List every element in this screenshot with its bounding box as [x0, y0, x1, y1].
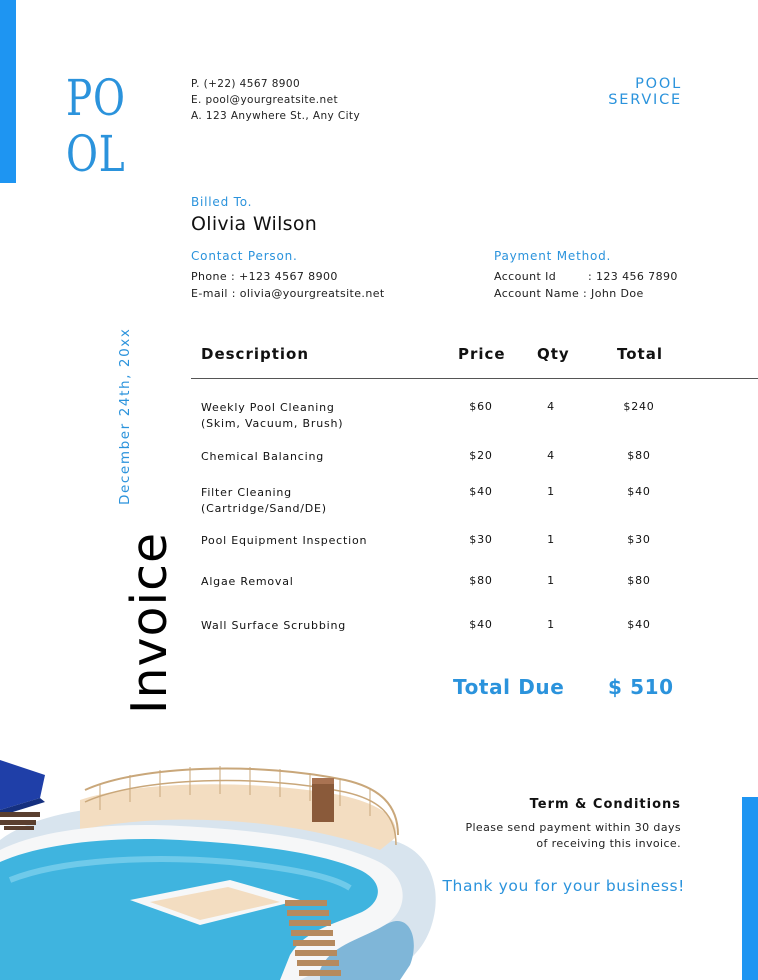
logo [66, 70, 136, 182]
billed-to-label: Billed To. [191, 195, 253, 209]
row-price: $20 [469, 449, 493, 462]
row-description-line-1: Filter Cleaning [201, 486, 292, 499]
contact-phone: Phone : +123 4567 8900 [191, 270, 338, 283]
row-total: $80 [627, 449, 651, 462]
total-due-label: Total Due [453, 675, 565, 699]
thank-you-message: Thank you for your business! [442, 877, 685, 895]
row-description [201, 618, 441, 634]
row-description-line-1: Weekly Pool Cleaning [201, 401, 335, 414]
row-total: $240 [623, 400, 655, 413]
row-total: $30 [627, 533, 651, 546]
billed-to-name: Olivia Wilson [191, 213, 318, 235]
total-due-amount: $ 510 [608, 675, 674, 699]
logo-line-1: PO [66, 69, 126, 127]
terms-title: Term & Conditions [529, 797, 681, 812]
row-description [201, 533, 441, 549]
row-qty: 1 [547, 618, 555, 631]
company-address: A. 123 Anywhere St., Any City [191, 110, 361, 122]
row-description [201, 485, 441, 517]
terms-body [465, 820, 681, 852]
terms-line-1: Please send payment within 30 days [465, 821, 681, 834]
row-total: $80 [627, 574, 651, 587]
account-name: Account Name : John Doe [494, 287, 644, 300]
row-qty: 1 [547, 574, 555, 587]
pool-illustration [0, 740, 460, 980]
row-price: $40 [469, 485, 493, 498]
logo-line-2: OL [66, 125, 126, 183]
header-price: Price [458, 345, 506, 363]
total-due [453, 675, 674, 699]
terms-line-2: of receiving this invoice. [536, 837, 681, 850]
row-description-line-1: Chemical Balancing [201, 450, 325, 463]
row-price: $80 [469, 574, 493, 587]
contact-person-details [191, 268, 385, 302]
company-email: E. pool@yourgreatsite.net [191, 94, 338, 106]
row-description-line-2: (Skim, Vacuum, Brush) [201, 417, 344, 430]
invoice-title: Invoice [121, 531, 178, 714]
contact-email: E-mail : olivia@yourgreatsite.net [191, 287, 385, 300]
row-description [201, 400, 441, 432]
row-price: $30 [469, 533, 493, 546]
row-qty: 1 [547, 533, 555, 546]
account-id-row [494, 268, 678, 285]
accent-bar-right [742, 797, 758, 980]
row-description-line-1: Pool Equipment Inspection [201, 534, 368, 547]
company-name-line-2: SERVICE [608, 92, 682, 108]
payment-method-details [494, 268, 678, 302]
account-id-key: Account Id [494, 270, 557, 283]
row-qty: 4 [547, 400, 555, 413]
contact-person-label: Contact Person. [191, 249, 298, 263]
payment-method-label: Payment Method. [494, 249, 612, 263]
row-description-line-2: (Cartridge/Sand/DE) [201, 502, 327, 515]
company-phone: P. (+22) 4567 8900 [191, 78, 301, 90]
row-description [201, 574, 441, 590]
company-contact [191, 76, 360, 124]
company-name-line-1: POOL [635, 76, 682, 92]
invoice-table [191, 340, 758, 632]
row-qty: 1 [547, 485, 555, 498]
row-description [201, 449, 441, 465]
account-id-value: : 123 456 7890 [588, 270, 678, 283]
accent-bar-left [0, 0, 16, 183]
invoice-date: December 24th, 20xx [117, 327, 133, 505]
table-header [191, 340, 758, 379]
row-description-line-1: Algae Removal [201, 575, 294, 588]
header-total: Total [617, 345, 663, 363]
row-qty: 4 [547, 449, 555, 462]
row-description-line-1: Wall Surface Scrubbing [201, 619, 347, 632]
row-price: $60 [469, 400, 493, 413]
row-total: $40 [627, 485, 651, 498]
row-price: $40 [469, 618, 493, 631]
row-total: $40 [627, 618, 651, 631]
company-name [608, 76, 682, 108]
header-description: Description [201, 345, 310, 363]
header-qty: Qty [537, 345, 570, 363]
